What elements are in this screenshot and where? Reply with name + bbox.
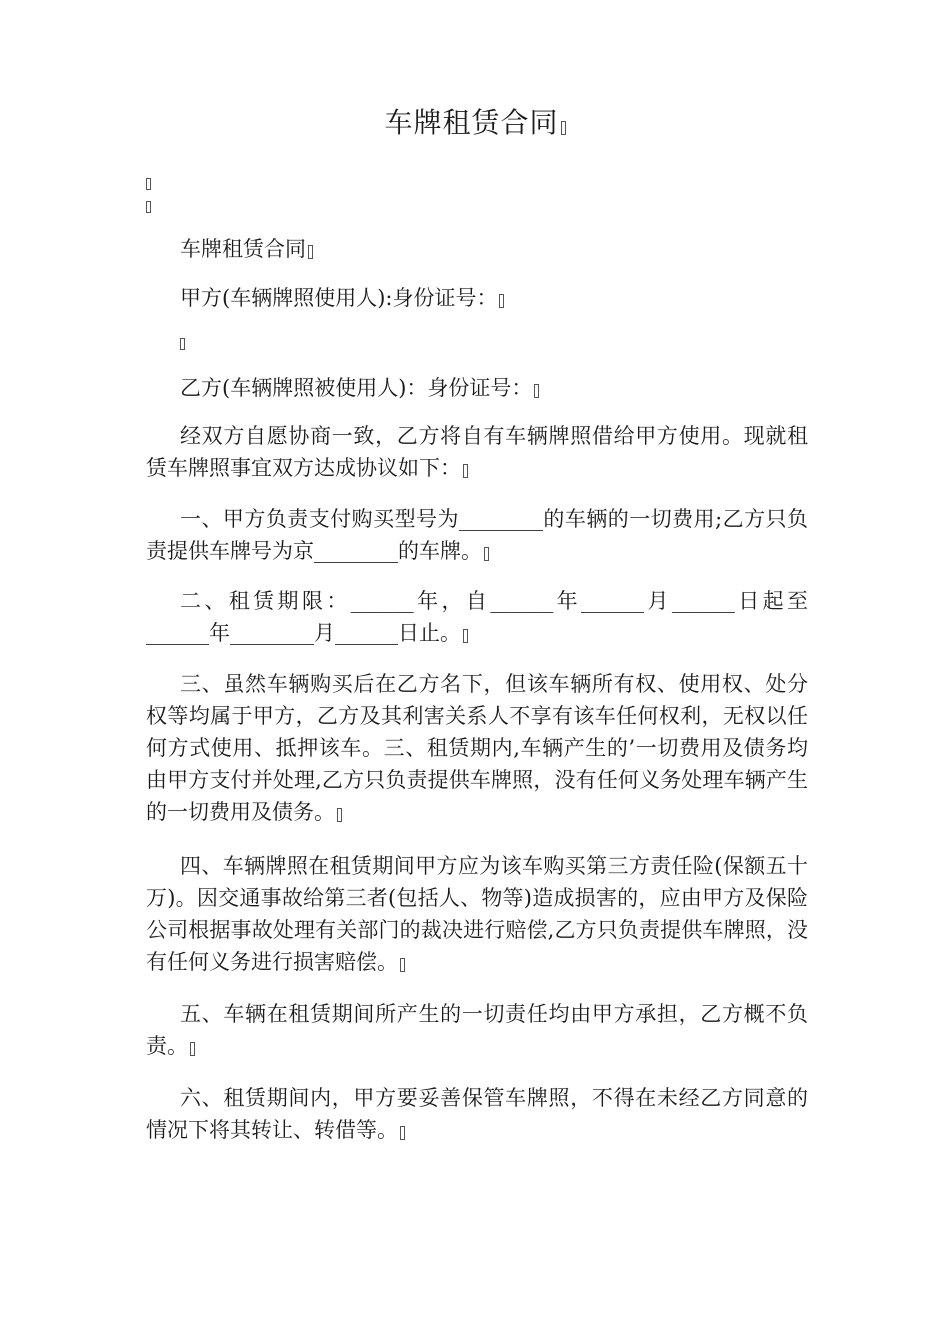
party-a-line: 甲方(车辆牌照使用人):身份证号： <box>180 282 840 314</box>
paragraph-mark-icon <box>180 338 185 350</box>
party-b-line: 乙方(车辆牌照被使用人)：身份证号： <box>180 372 840 404</box>
clause-paragraph: 二、租赁期限：______年，自______年______月______日起至______年________月______日止。 <box>146 589 808 645</box>
clause-paragraph: 经双方自愿协商一致，乙方将自有车辆牌照借给甲方使用。现就租赁车牌照事宜双方达成协议如下： <box>146 424 808 480</box>
paragraph-mark-icon <box>337 808 342 822</box>
clause-paragraph: 一、甲方负责支付购买型号为________的车辆的一切费用;乙方只负责提供车牌号为京________的车牌。 <box>146 507 808 563</box>
paragraph-mark-icon <box>146 178 151 190</box>
clause-paragraph: 六、租赁期间内，甲方要妥善保管车牌照，不得在未经乙方同意的情况下将其转让、转借等。 <box>146 1086 808 1142</box>
paragraph-mark-icon <box>463 629 468 643</box>
clause-paragraph: 五、车辆在租赁期间所产生的一切责任均由甲方承担，乙方概不负责。 <box>146 1002 808 1058</box>
paragraph-mark-icon <box>484 547 489 561</box>
paragraph-mark-icon <box>463 464 468 478</box>
contract-subtitle: 车牌租赁合同 <box>180 233 840 265</box>
paragraph-mark-icon <box>499 294 504 308</box>
paragraph-mark-icon <box>400 1126 405 1140</box>
paragraph-mark-icon <box>146 201 151 213</box>
clause-paragraph: 四、车辆牌照在租赁期间甲方应为该车购买第三方责任险(保额五十万)。因交通事故给第三者(包括人、物等)造成损害的，应由甲方及保险公司根据事故处理有关部门的裁决进行赔偿,乙方只负责提供车牌照，没有任何义务进行损害赔偿。 <box>146 854 808 974</box>
paragraph-mark-icon <box>400 958 405 972</box>
clause-paragraph: 三、虽然车辆购买后在乙方名下，但该车辆所有权、使用权、处分权等均属于甲方，乙方及其利害关系人不享有该车任何权利，无权以任何方式使用、抵押该车。三、租赁期内,车辆产生的’一切费用及债务均由甲方支付并处理,乙方只负责提供车牌照，没有任何义务处理车辆产生的一切费用及债务。 <box>146 672 808 824</box>
paragraph-mark-icon <box>561 121 566 135</box>
paragraph-mark-icon <box>534 384 539 398</box>
document-title: 车牌租赁合同 <box>0 103 950 143</box>
paragraph-mark-icon <box>308 245 313 259</box>
paragraph-mark-icon <box>190 1042 195 1056</box>
